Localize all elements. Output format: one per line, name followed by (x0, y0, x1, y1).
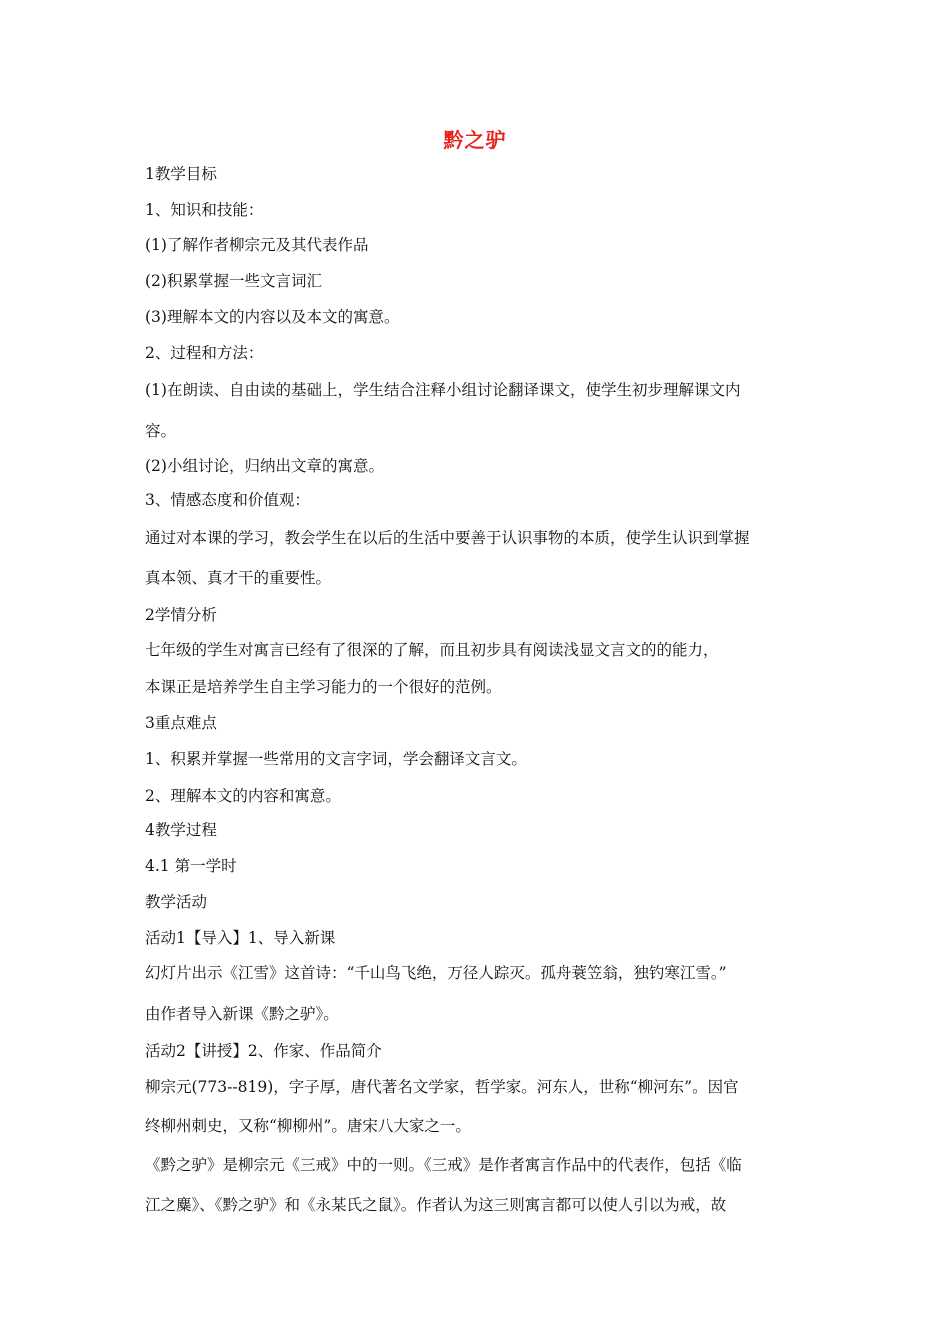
subsection-heading: 教学活动 (145, 893, 208, 911)
document-title: 黔之驴 (443, 128, 507, 152)
paragraph-line: 七年级的学生对寓言已经有了很深的了解，而且初步具有阅读浅显文言文的的能力， (145, 641, 719, 659)
paragraph-line: 终柳州刺史，又称“柳柳州”。唐宋八大家之一。 (145, 1117, 471, 1135)
paragraph-line: 2、理解本文的内容和寓意。 (145, 787, 341, 805)
paragraph-line: (2)积累掌握一些文言词汇 (145, 272, 322, 290)
paragraph-line: 2、过程和方法： (145, 344, 264, 362)
paragraph-line: 柳宗元(773--819)，字子厚，唐代著名文学家，哲学家。河东人，世称“柳河东”。因官 (145, 1078, 739, 1096)
paragraph-line: 1、积累并掌握一些常用的文言字词，学会翻译文言文。 (145, 750, 527, 768)
paragraph-line: 江之麋》、《黔之驴》和《永某氏之鼠》。作者认为这三则寓言都可以使人引以为戒，故 (145, 1196, 727, 1214)
activity-heading: 活动1【导入】1、导入新课 (145, 929, 336, 947)
paragraph-line: 1、知识和技能： (145, 201, 264, 219)
paragraph-line: 《黔之驴》是柳宗元《三戒》中的一则。《三戒》是作者寓言作品中的代表作，包括《临 (145, 1156, 742, 1174)
paragraph-line: 通过对本课的学习，教会学生在以后的生活中要善于认识事物的本质，使学生认识到掌握 (145, 529, 750, 547)
subsection-heading: 4.1 第一学时 (145, 857, 237, 875)
paragraph-line: (3)理解本文的内容以及本文的寓意。 (145, 308, 400, 326)
paragraph-line: 3、情感态度和价值观： (145, 491, 310, 509)
paragraph-line: (2)小组讨论，归纳出文章的寓意。 (145, 457, 384, 475)
paragraph-line: 容。 (145, 422, 177, 440)
paragraph-line: 幻灯片出示《江雪》这首诗：“千山鸟飞绝，万径人踪灭。孤舟蓑笠翁，独钓寒江雪。” (145, 964, 727, 982)
paragraph-line: (1)了解作者柳宗元及其代表作品 (145, 236, 369, 254)
section-heading: 4教学过程 (145, 821, 217, 839)
section-heading: 3重点难点 (145, 714, 217, 732)
paragraph-line: (1)在朗读、自由读的基础上，学生结合注释小组讨论翻译课文，使学生初步理解课文内 (145, 381, 741, 399)
paragraph-line: 真本领、真才干的重要性。 (145, 569, 332, 587)
section-heading: 1教学目标 (145, 165, 217, 183)
paragraph-line: 本课正是培养学生自主学习能力的一个很好的范例。 (145, 678, 502, 696)
section-heading: 2学情分析 (145, 606, 217, 624)
paragraph-line: 由作者导入新课《黔之驴》。 (145, 1005, 339, 1023)
activity-heading: 活动2【讲授】2、作家、作品简介 (145, 1042, 382, 1060)
